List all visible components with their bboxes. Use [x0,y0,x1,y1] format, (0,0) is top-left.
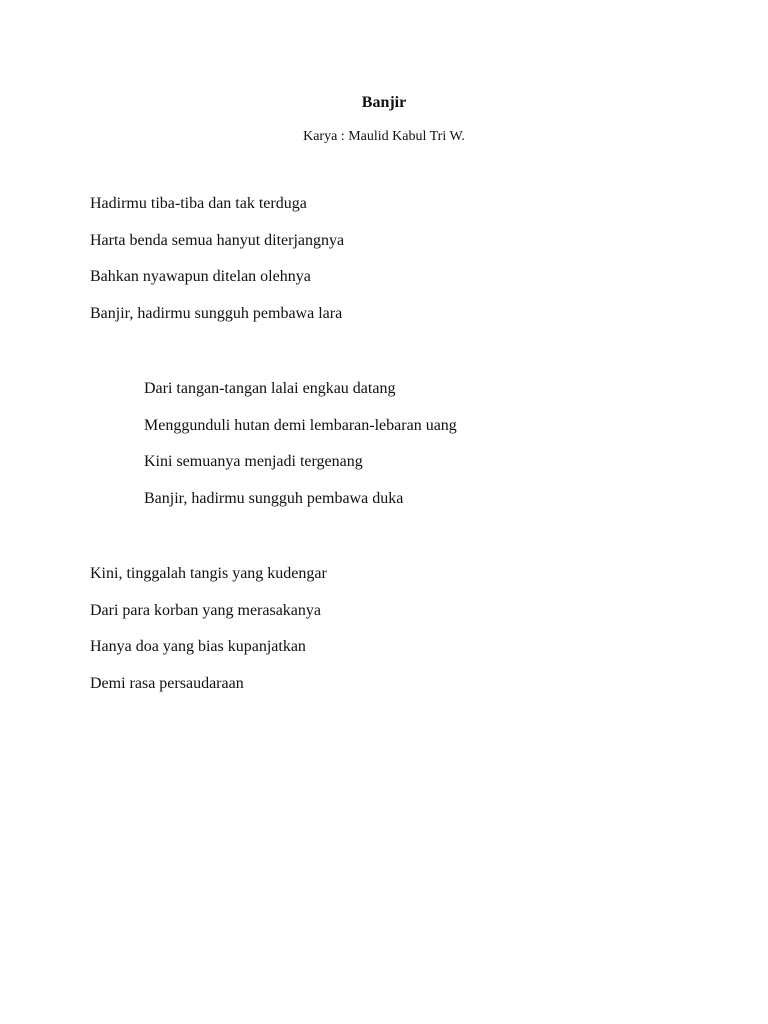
poem-author: Karya : Maulid Kabul Tri W. [303,129,465,144]
poem-line: Kini, tinggalah tangis yang kudengar [90,565,327,582]
stanza-3 [90,564,327,711]
poem-line: Dari tangan-tangan lalai engkau datang [144,380,396,397]
poem-line: Kini semuanya menjadi tergenang [144,453,363,471]
poem-line: Hadirmu tiba-tiba dan tak terduga [90,195,307,212]
stanza-2 [144,379,457,526]
poem-line: Banjir, hadirmu sungguh pembawa lara [90,305,343,323]
poem-line: Harta benda semua hanyut diterjangnya [90,231,345,249]
poem-title: Banjir [361,94,407,111]
poem-line: Demi rasa persaudaraan [90,675,244,693]
poem-line: Menggunduli hutan demi lembaran-lebaran uang [144,416,457,434]
poem-line: Banjir, hadirmu sungguh pembawa duka [144,490,404,508]
stanza-1 [90,194,344,341]
poem-line: Bahkan nyawapun ditelan olehnya [90,268,311,286]
poem-line: Hanya doa yang bias kupanjatkan [90,638,306,656]
poem-line: Dari para korban yang merasakanya [90,601,321,619]
